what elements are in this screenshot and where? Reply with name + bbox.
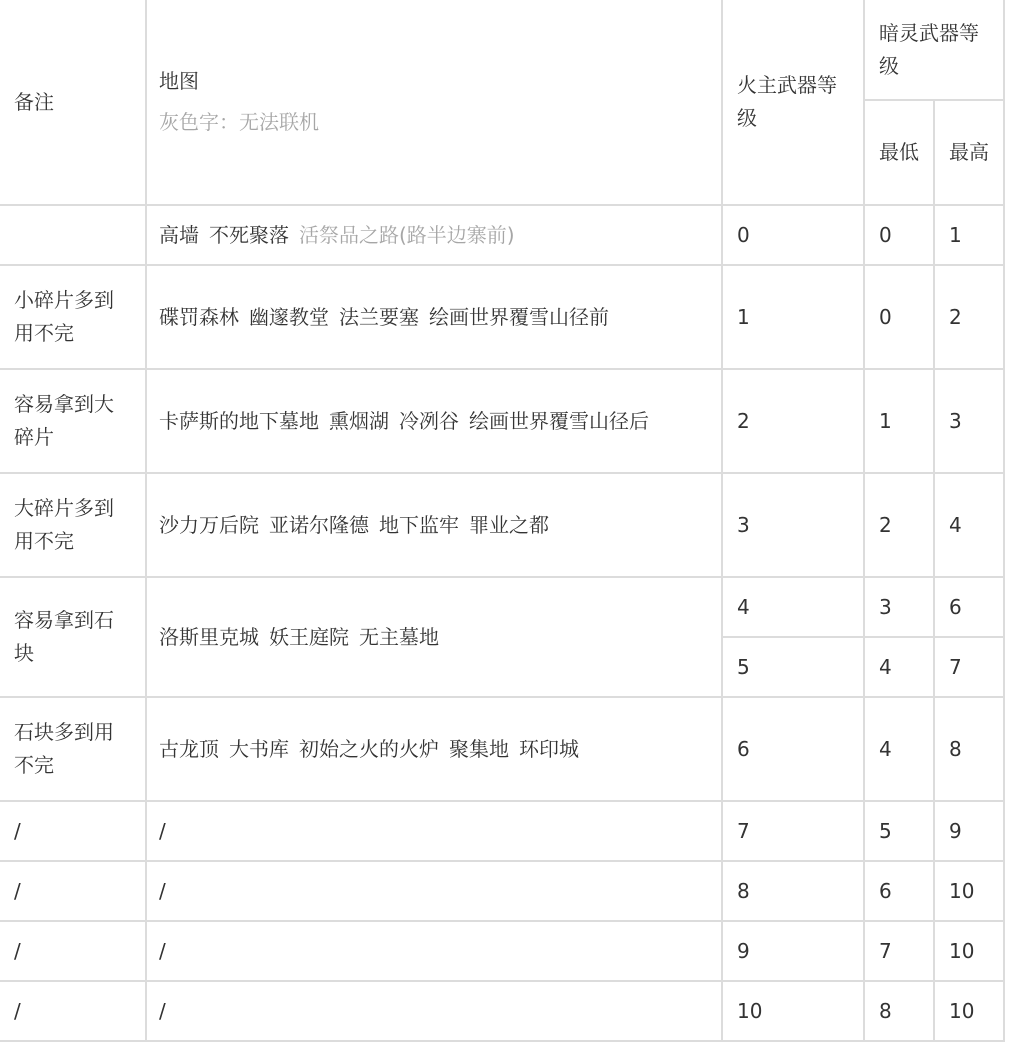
map-name: 绘画世界覆雪山径后 [469,408,649,433]
table-row [0,265,1004,369]
row-dark-min: 5 [864,801,934,861]
map-name: 冷冽谷 [399,408,459,433]
map-name: 地下监牢 [379,512,459,537]
row-dark-min: 7 [864,921,934,981]
row-fire-level: 0 [722,205,864,265]
map-name: 聚集地 [449,736,509,761]
table-row [0,369,1004,473]
table-row [0,577,1004,637]
row-dark-max: 7 [934,637,1004,697]
row-note: 石块多到用不完 [0,697,146,801]
row-dark-max: 3 [934,369,1004,473]
row-dark-min: 8 [864,981,934,1041]
map-name: 初始之火的火炉 [299,736,439,761]
header-note: 备注 [0,0,146,205]
row-note: / [0,921,146,981]
header-map-label: 地图 [159,69,199,93]
row-note: / [0,861,146,921]
table-row [0,801,1004,861]
row-dark-max: 8 [934,697,1004,801]
row-fire-level: 8 [722,861,864,921]
map-name: 熏烟湖 [329,408,389,433]
map-name: 不死聚落 [209,222,289,247]
row-fire-level: 1 [722,265,864,369]
row-dark-max: 10 [934,981,1004,1041]
header-dark-level: 暗灵武器等级 [864,0,1004,100]
row-dark-max: 10 [934,861,1004,921]
table-row [0,697,1004,801]
row-dark-max: 4 [934,473,1004,577]
row-note: / [0,981,146,1041]
row-fire-level: 10 [722,981,864,1041]
map-name: 洛斯里克城 [159,624,259,649]
header-dark-max: 最高 [934,100,1004,205]
header-fire-level: 火主武器等级 [722,0,864,205]
map-name: 环印城 [519,736,579,761]
table-row [0,921,1004,981]
table-row [0,205,1004,265]
row-note: 小碎片多到用不完 [0,265,146,369]
table-row [0,473,1004,577]
row-dark-min: 4 [864,697,934,801]
row-maps: / [146,801,722,861]
row-dark-max: 6 [934,577,1004,637]
row-maps [146,697,722,801]
map-name: 古龙顶 [159,736,219,761]
row-fire-level: 3 [722,473,864,577]
row-maps [146,205,722,265]
row-dark-min: 4 [864,637,934,697]
header-map-legend: 灰色字：无法联机 [159,110,319,134]
row-dark-min: 1 [864,369,934,473]
row-fire-level: 7 [722,801,864,861]
row-dark-max: 9 [934,801,1004,861]
row-dark-min: 6 [864,861,934,921]
map-name: 幽邃教堂 [249,304,329,329]
row-note: 容易拿到大碎片 [0,369,146,473]
header-map [146,0,722,205]
map-name: 亚诺尔隆德 [269,512,369,537]
map-name: 卡萨斯的地下墓地 [159,408,319,433]
row-fire-level: 6 [722,697,864,801]
row-dark-min: 0 [864,205,934,265]
map-name-offline: 活祭品之路(路半边寨前) [299,222,515,247]
row-dark-max: 10 [934,921,1004,981]
row-note: 容易拿到石块 [0,577,146,697]
row-dark-min: 2 [864,473,934,577]
map-name: 大书库 [229,736,289,761]
row-fire-level: 9 [722,921,864,981]
table-row [0,861,1004,921]
table-row [0,981,1004,1041]
map-name: 罪业之都 [469,512,549,537]
map-name: 碟罚森林 [159,304,239,329]
row-fire-level: 5 [722,637,864,697]
header-dark-min: 最低 [864,100,934,205]
row-maps [146,369,722,473]
map-name: 绘画世界覆雪山径前 [429,304,609,329]
map-name: 高墙 [159,222,199,247]
row-dark-max: 1 [934,205,1004,265]
map-name: 法兰要塞 [339,304,419,329]
row-maps: / [146,981,722,1041]
row-note: / [0,801,146,861]
row-dark-max: 2 [934,265,1004,369]
map-name: 无主墓地 [359,624,439,649]
row-note: 大碎片多到用不完 [0,473,146,577]
row-maps [146,577,722,697]
row-maps: / [146,861,722,921]
map-name: 沙力万后院 [159,512,259,537]
row-fire-level: 4 [722,577,864,637]
row-maps [146,473,722,577]
row-note [0,205,146,265]
row-dark-min: 0 [864,265,934,369]
row-maps: / [146,921,722,981]
map-name: 妖王庭院 [269,624,349,649]
row-fire-level: 2 [722,369,864,473]
row-maps [146,265,722,369]
row-dark-min: 3 [864,577,934,637]
